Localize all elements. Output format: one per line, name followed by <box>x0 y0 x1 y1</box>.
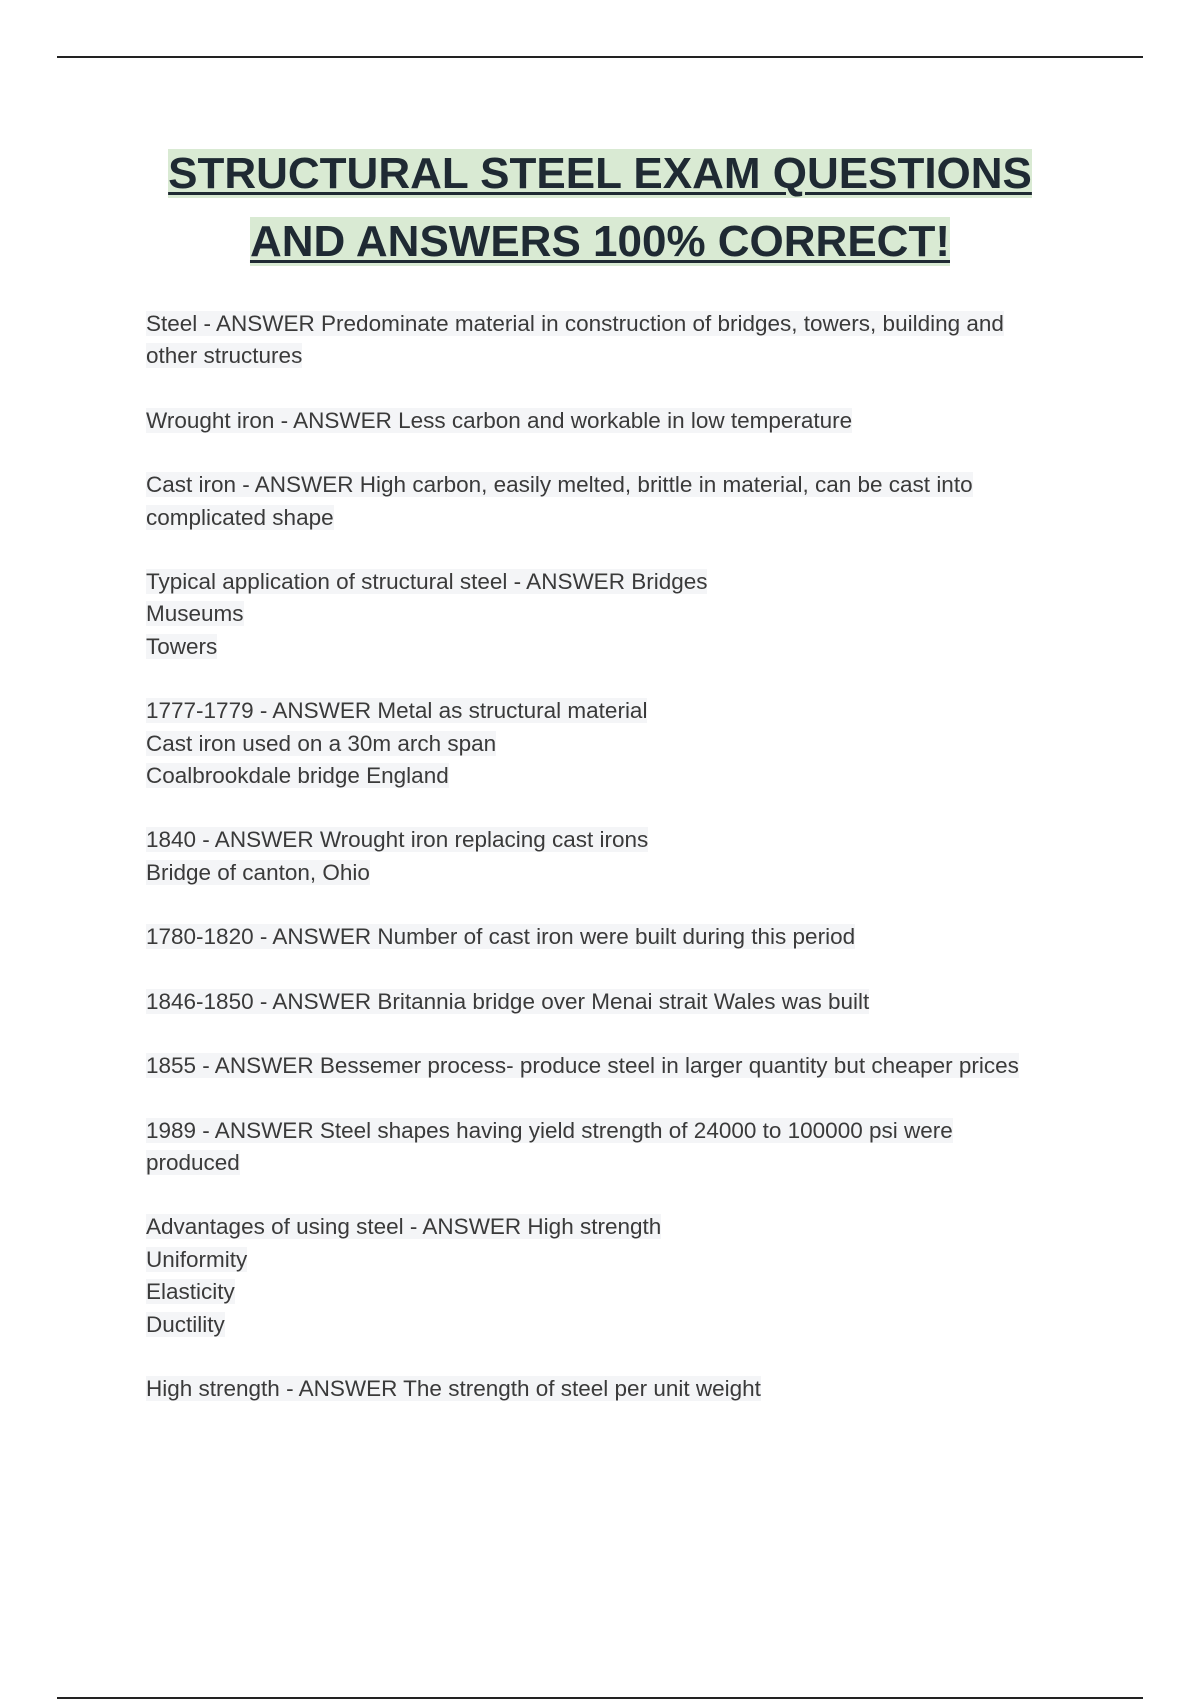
qa-item <box>146 1373 1096 1405</box>
qa-line: Steel - ANSWER Predominate material in construction of bridges, towers, building and <box>146 311 1004 336</box>
qa-item <box>146 986 1096 1018</box>
qa-item <box>146 405 1096 437</box>
qa-item <box>146 824 1096 889</box>
qa-line: 1777-1779 - ANSWER Metal as structural material <box>146 698 648 724</box>
qa-line: 1989 - ANSWER Steel shapes having yield strength of 24000 to 100000 psi were <box>146 1117 953 1143</box>
qa-list <box>146 308 1096 1437</box>
qa-line: Cast iron - ANSWER High carbon, easily melted, brittle in material, can be cast into <box>146 472 973 498</box>
title-line-1: STRUCTURAL STEEL EXAM QUESTIONS <box>168 149 1032 198</box>
qa-line: Advantages of using steel - ANSWER High strength <box>146 1214 662 1240</box>
qa-line: Towers <box>146 633 218 659</box>
qa-item <box>146 1115 1096 1180</box>
qa-line: Elasticity <box>146 1279 235 1305</box>
qa-line: 1840 - ANSWER Wrought iron replacing cast irons <box>146 827 649 853</box>
qa-item <box>146 695 1096 792</box>
qa-item <box>146 469 1096 534</box>
bottom-rule <box>57 1697 1143 1699</box>
qa-line: Ductility <box>146 1311 225 1337</box>
qa-line: Museums <box>146 601 244 627</box>
qa-line: other structures <box>146 343 303 369</box>
qa-line: 1855 - ANSWER Bessemer process- produce steel in larger quantity but cheaper prices <box>146 1053 1019 1079</box>
qa-item <box>146 566 1096 663</box>
qa-line: produced <box>146 1149 240 1175</box>
qa-line: Uniformity <box>146 1246 248 1272</box>
qa-line: Typical application of structural steel - ANSWER Bridges <box>146 569 708 595</box>
qa-line: High strength - ANSWER The strength of steel per unit weight <box>146 1375 761 1401</box>
qa-line: 1780-1820 - ANSWER Number of cast iron were built during this period <box>146 924 856 950</box>
qa-line: Bridge of canton, Ohio <box>146 859 370 885</box>
page-title <box>100 140 1100 276</box>
qa-line: Cast iron used on a 30m arch span <box>146 730 497 756</box>
top-rule <box>57 56 1143 58</box>
qa-line: complicated shape <box>146 504 334 530</box>
qa-item <box>146 921 1096 953</box>
qa-item <box>146 308 1096 373</box>
qa-line: Wrought iron - ANSWER Less carbon and workable in low temperature <box>146 407 853 433</box>
title-line-2: AND ANSWERS 100% CORRECT! <box>249 217 950 266</box>
qa-item <box>146 1050 1096 1082</box>
qa-item <box>146 1211 1096 1341</box>
qa-line: Coalbrookdale bridge England <box>146 763 449 789</box>
qa-line: 1846-1850 - ANSWER Britannia bridge over Menai strait Wales was built <box>146 988 870 1014</box>
